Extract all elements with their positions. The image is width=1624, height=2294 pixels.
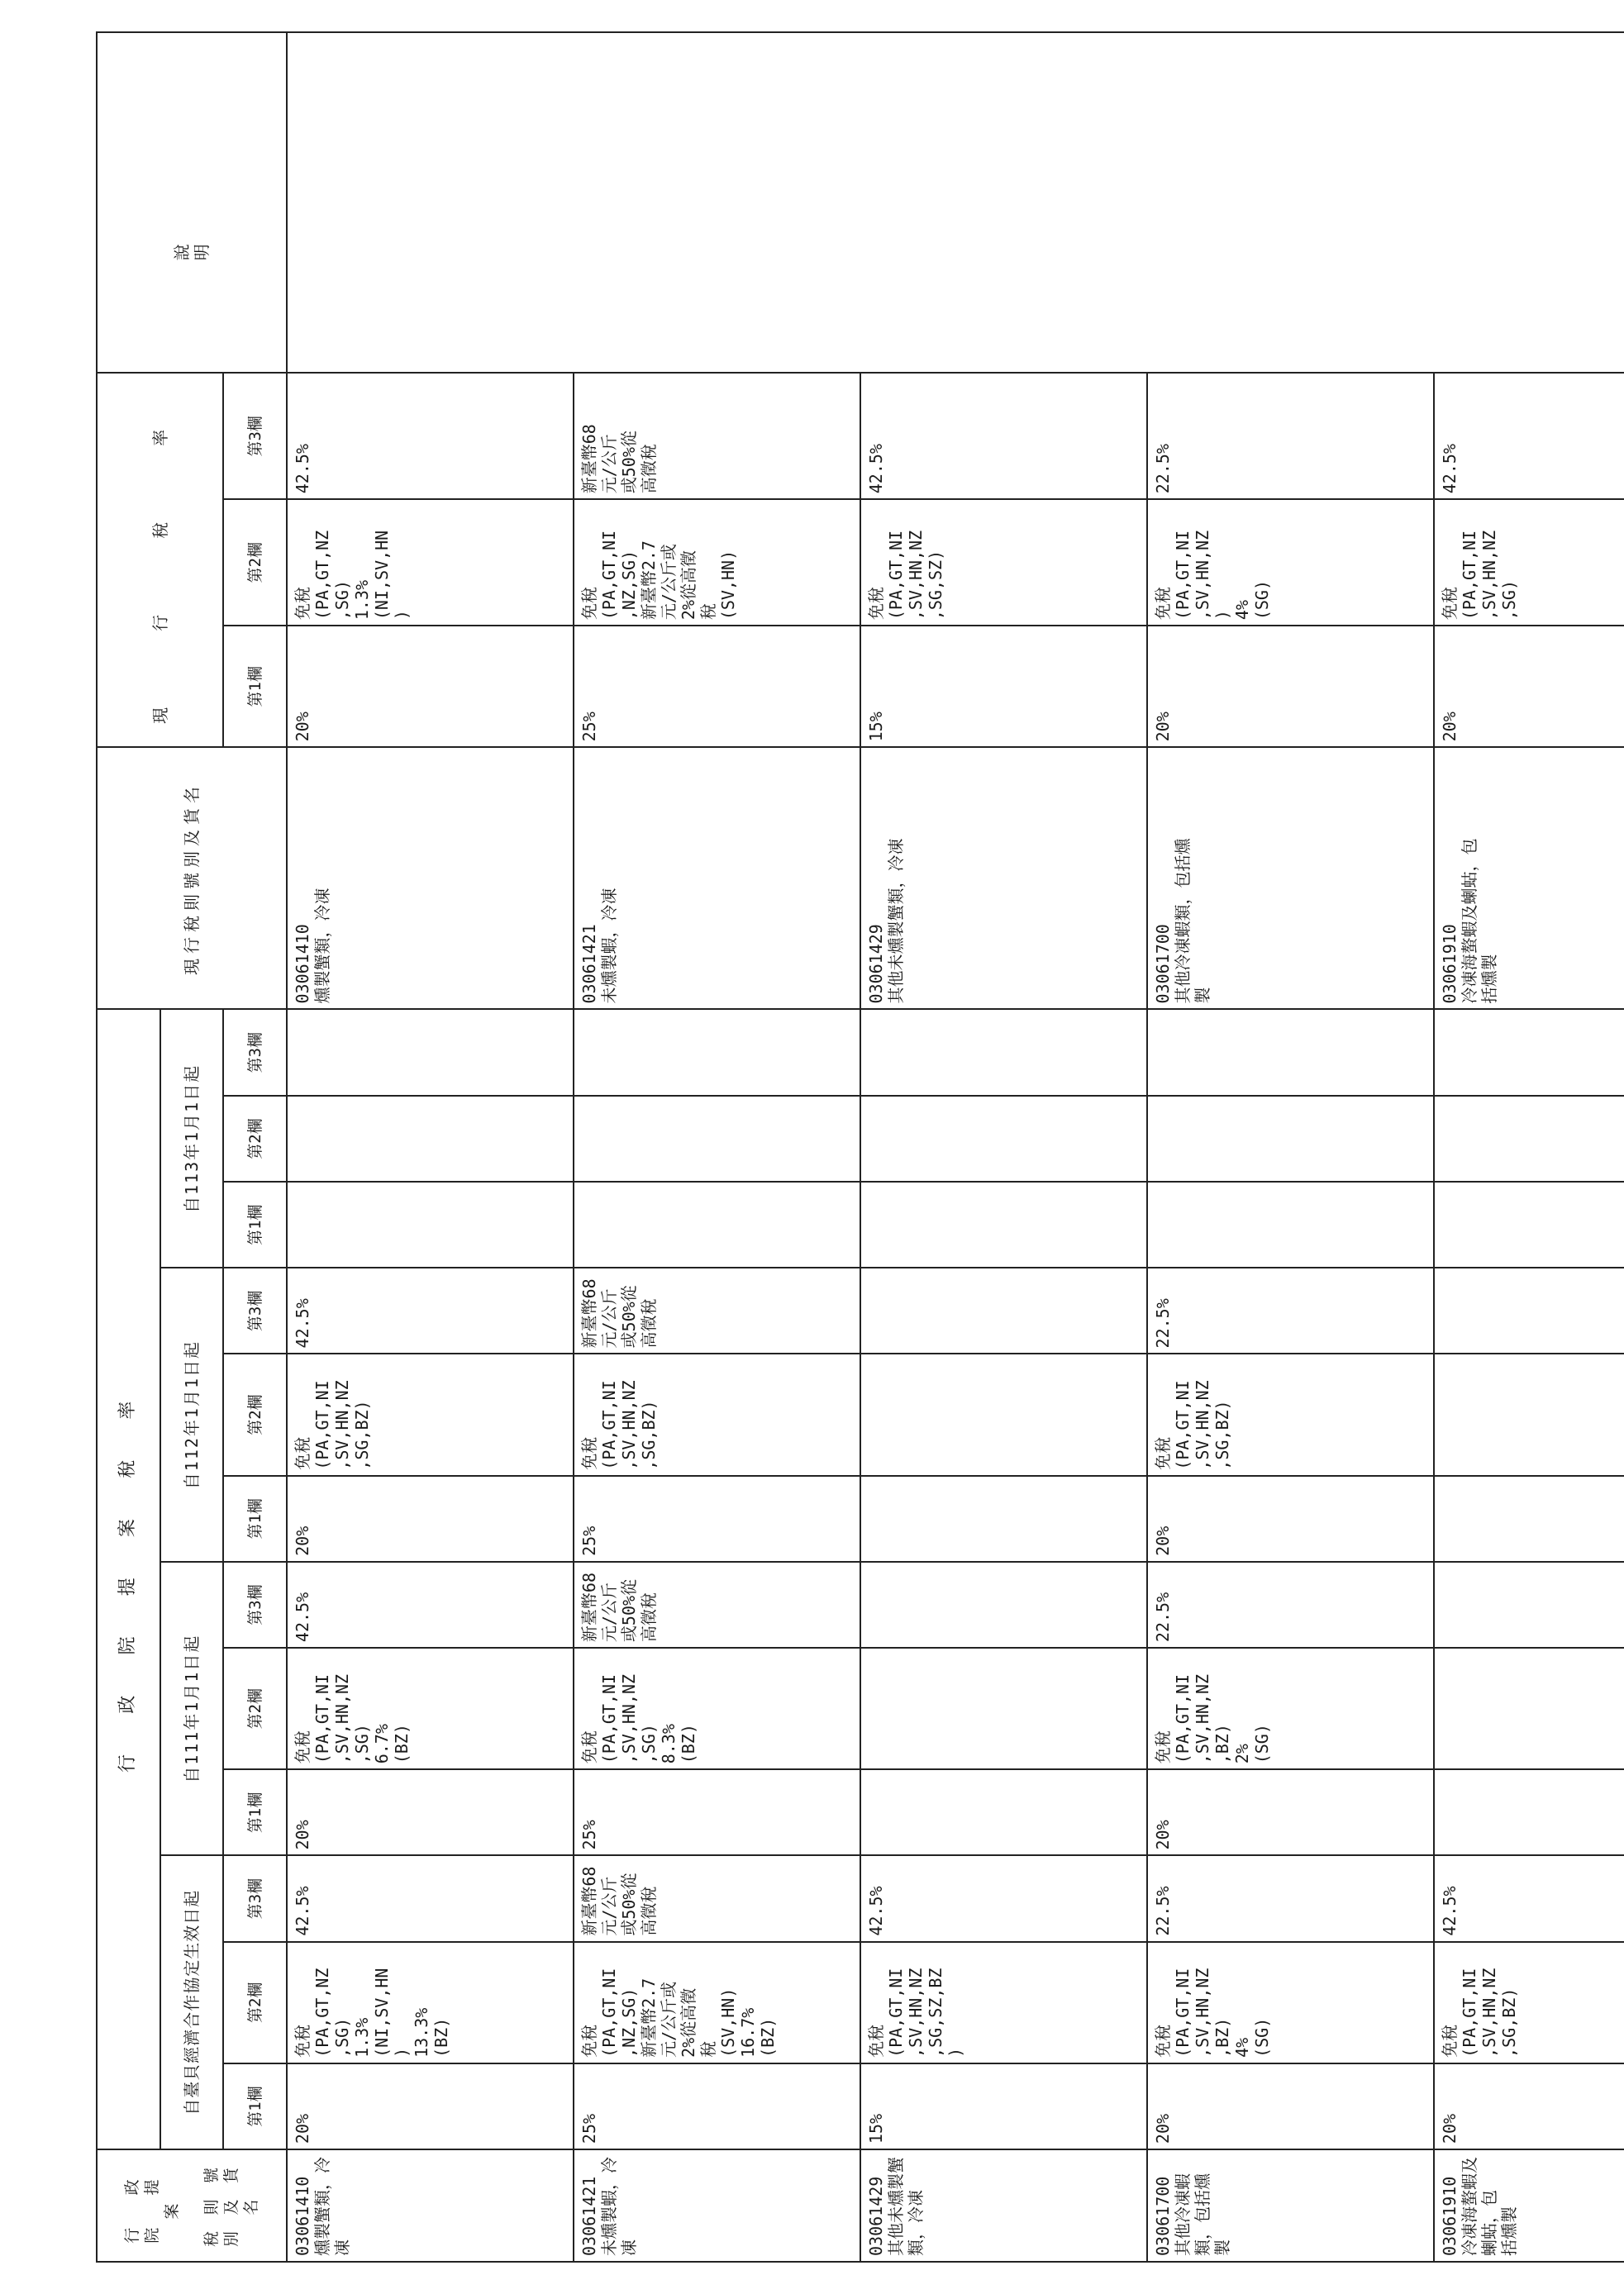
table-row	[287, 32, 574, 2262]
header-112-col3: 第3欄	[223, 1268, 287, 1354]
rate-y112-c3	[860, 1268, 1147, 1354]
rate-y111-c3: 新臺幣68 元/公斤 或50%從 高徵稅	[574, 1562, 860, 1648]
rate-fta-c1: 20%	[287, 2063, 574, 2149]
rate-y113-c1	[574, 1182, 860, 1268]
current-item-desc	[1434, 747, 1624, 1009]
rate-y111-c3: 42.5%	[287, 1562, 574, 1648]
rate-fta-c2: 免稅 (PA,GT,NZ ,SG) 1.3% (NI,SV,HN ) 13.3% (BZ)	[287, 1942, 574, 2063]
current-tariff-code: 03061910	[1440, 924, 1460, 1004]
rate-current-c3: 42.5%	[860, 373, 1147, 499]
rate-y111-c1: 20%	[1147, 1769, 1434, 1855]
rate-y112-c1	[860, 1476, 1147, 1562]
header-111-col3: 第3欄	[223, 1562, 287, 1648]
rate-fta-c1: 25%	[574, 2063, 860, 2149]
header-113-col3: 第3欄	[223, 1010, 287, 1096]
rate-fta-c2: 免稅 (PA,GT,NI ,SV,HN,NZ ,SG,BZ)	[1434, 1942, 1624, 2063]
rate-current-c1: 25%	[574, 626, 860, 747]
current-tariff-code: 03061410	[293, 924, 312, 1004]
proposal-item-name: 其他冷凍蝦類，包括燻 製	[1173, 2173, 1232, 2256]
rate-fta-c3: 42.5%	[1434, 1855, 1624, 1941]
rate-y111-c1	[1434, 1769, 1624, 1855]
header-current-col1: 第1欄	[223, 626, 287, 747]
rate-y111-c1: 25%	[574, 1769, 860, 1855]
rate-y111-c3	[860, 1562, 1147, 1648]
rate-current-c2: 免稅 (PA,GT,NZ ,SG) 1.3% (NI,SV,HN )	[287, 499, 574, 626]
tariff-table-sheet	[96, 31, 1617, 2263]
proposal-item-desc	[574, 2149, 860, 2262]
rate-y112-c3: 新臺幣68 元/公斤 或50%從 高徵稅	[574, 1268, 860, 1354]
current-item-name: 其他冷凍蝦類，包括燻 製	[1173, 838, 1212, 1004]
rate-y111-c1	[860, 1769, 1147, 1855]
rate-fta-c2: 免稅 (PA,GT,NI ,NZ,SG) 新臺幣2.7 元/公斤或 2%從高徵 稅 (SV,HN) 16.7% (BZ)	[574, 1942, 860, 2063]
header-current-rates: 現 行 稅 率	[97, 373, 223, 747]
rate-y113-c1	[1147, 1182, 1434, 1268]
rate-y111-c3: 22.5%	[1147, 1562, 1434, 1648]
proposal-item-desc	[287, 2149, 574, 2262]
rate-fta-c3: 42.5%	[287, 1855, 574, 1941]
rate-fta-c3: 新臺幣68 元/公斤 或50%從 高徵稅	[574, 1855, 860, 1941]
proposal-item-desc	[1147, 2149, 1434, 2262]
current-item-desc	[574, 747, 860, 1009]
rate-y113-c2	[1147, 1096, 1434, 1182]
rate-y112-c3: 22.5%	[1147, 1268, 1434, 1354]
rate-current-c2: 免稅 (PA,GT,NI ,SV,HN,NZ ) 4% (SG)	[1147, 499, 1434, 626]
rate-fta-c3: 22.5%	[1147, 1855, 1434, 1941]
header-period-113: 自113年1月1日起	[160, 1010, 224, 1268]
rate-y111-c1: 20%	[287, 1769, 574, 1855]
rate-current-c3: 42.5%	[287, 373, 574, 499]
rate-y112-c1: 20%	[287, 1476, 574, 1562]
rate-fta-c1: 15%	[860, 2063, 1147, 2149]
proposal-tariff-code: 03061429	[866, 2176, 886, 2256]
proposal-item-name: 冷凍海螯蝦及蝲蛄，包 括燻製	[1460, 2157, 1519, 2256]
header-113-col1: 第1欄	[223, 1182, 287, 1268]
rate-y113-c1	[860, 1182, 1147, 1268]
proposal-tariff-code: 03061910	[1440, 2176, 1460, 2256]
header-current-col2: 第2欄	[223, 499, 287, 626]
tariff-table	[96, 31, 1624, 2263]
rate-current-c1: 20%	[1147, 626, 1434, 747]
header-current-col3: 第3欄	[223, 373, 287, 499]
rate-y113-c1	[287, 1182, 574, 1268]
rate-y111-c2	[1434, 1648, 1624, 1769]
current-item-name: 燻製蟹類，冷凍	[312, 888, 332, 1004]
rate-y111-c2	[860, 1648, 1147, 1769]
rate-y111-c2: 免稅 (PA,GT,NI ,SV,HN,NZ ,SG) 8.3% (BZ)	[574, 1648, 860, 1769]
current-item-name: 未燻製蝦，冷凍	[599, 888, 619, 1004]
rate-y111-c2: 免稅 (PA,GT,NI ,SV,HN,NZ ,SG) 6.7% (BZ)	[287, 1648, 574, 1769]
proposal-item-desc	[860, 2149, 1147, 2262]
current-item-name: 冷凍海螯蝦及蝲蛄，包 括燻製	[1460, 838, 1499, 1004]
rate-current-c2: 免稅 (PA,GT,NI ,SV,HN,NZ ,SG)	[1434, 499, 1624, 626]
rate-y113-c2	[574, 1096, 860, 1182]
rate-y111-c3	[1434, 1562, 1624, 1648]
rate-current-c3: 22.5%	[1147, 373, 1434, 499]
rate-y111-c2: 免稅 (PA,GT,NI ,SV,HN,NZ ,BZ) 2% (SG)	[1147, 1648, 1434, 1769]
header-period-111: 自111年1月1日起	[160, 1562, 224, 1856]
rate-y112-c2: 免稅 (PA,GT,NI ,SV,HN,NZ ,SG,BZ)	[287, 1354, 574, 1475]
rate-y112-c2	[860, 1354, 1147, 1475]
header-remarks: 說 明	[97, 32, 287, 373]
header-proposal-desc	[97, 2149, 287, 2262]
rate-current-c1: 15%	[860, 626, 1147, 747]
header-current-desc: 現行稅則號別及貨名	[97, 747, 287, 1009]
rate-fta-c1: 20%	[1147, 2063, 1434, 2149]
header-fta-col2: 第2欄	[223, 1942, 287, 2063]
rate-current-c2: 免稅 (PA,GT,NI ,SV,HN,NZ ,SG,SZ)	[860, 499, 1147, 626]
current-tariff-code: 03061421	[579, 924, 599, 1004]
proposal-item-name: 未燻製蝦，冷凍	[599, 2157, 639, 2256]
rate-current-c2: 免稅 (PA,GT,NI ,NZ,SG) 新臺幣2.7 元/公斤或 2%從高徵 稅 (SV,HN)	[574, 499, 860, 626]
rate-y113-c2	[287, 1096, 574, 1182]
current-item-name: 其他未燻製蟹類，冷凍	[886, 838, 906, 1004]
header-fta-col3: 第3欄	[223, 1855, 287, 1941]
header-proposal-desc-line1: 行 政 院 提 案	[123, 2168, 181, 2244]
rate-current-c1: 20%	[1434, 626, 1624, 747]
rate-y112-c3: 42.5%	[287, 1268, 574, 1354]
rate-y112-c1	[1434, 1476, 1624, 1562]
header-period-112: 自112年1月1日起	[160, 1268, 224, 1562]
rate-y113-c3	[860, 1010, 1147, 1096]
rate-y112-c2	[1434, 1354, 1624, 1475]
rate-y113-c2	[860, 1096, 1147, 1182]
rate-y113-c1	[1434, 1182, 1624, 1268]
current-tariff-code: 03061429	[866, 924, 886, 1004]
proposal-tariff-code: 03061700	[1153, 2176, 1173, 2256]
proposal-tariff-code: 03061421	[579, 2176, 599, 2256]
header-111-col2: 第2欄	[223, 1648, 287, 1769]
proposal-tariff-code: 03061410	[293, 2176, 312, 2256]
rate-y112-c2: 免稅 (PA,GT,NI ,SV,HN,NZ ,SG,BZ)	[1147, 1354, 1434, 1475]
proposal-item-name: 燻製蟹類，冷凍	[312, 2157, 352, 2256]
current-item-desc	[1147, 747, 1434, 1009]
header-proposal-desc-line2: 稅 則 號 別 及 貨 名	[202, 2164, 260, 2247]
rate-y112-c1: 25%	[574, 1476, 860, 1562]
rate-current-c3: 新臺幣68 元/公斤 或50%從 高徵稅	[574, 373, 860, 499]
header-113-col2: 第2欄	[223, 1096, 287, 1182]
rate-y113-c2	[1434, 1096, 1624, 1182]
rate-y112-c2: 免稅 (PA,GT,NI ,SV,HN,NZ ,SG,BZ)	[574, 1354, 860, 1475]
rate-current-c1: 20%	[287, 626, 574, 747]
header-period-fta: 自臺貝經濟合作協定生效日起	[160, 1855, 224, 2149]
current-item-desc	[860, 747, 1147, 1009]
rate-fta-c2: 免稅 (PA,GT,NI ,SV,HN,NZ ,SG,SZ,BZ )	[860, 1942, 1147, 2063]
current-tariff-code: 03061700	[1153, 924, 1173, 1004]
rate-y112-c1: 20%	[1147, 1476, 1434, 1562]
proposal-item-desc	[1434, 2149, 1624, 2262]
header-112-col1: 第1欄	[223, 1476, 287, 1562]
rate-y113-c3	[287, 1010, 574, 1096]
rate-y112-c3	[1434, 1268, 1624, 1354]
rate-y113-c3	[1147, 1010, 1434, 1096]
rate-current-c3: 42.5%	[1434, 373, 1624, 499]
rate-fta-c1: 20%	[1434, 2063, 1624, 2149]
header-proposal-rates: 行 政 院 提 案 稅 率	[97, 1010, 160, 2150]
header-111-col1: 第1欄	[223, 1769, 287, 1855]
header-fta-col1: 第1欄	[223, 2063, 287, 2149]
rate-fta-c3: 42.5%	[860, 1855, 1147, 1941]
proposal-item-name: 其他未燻製蟹類，冷凍	[886, 2157, 926, 2256]
rate-y113-c3	[574, 1010, 860, 1096]
rate-y113-c3	[1434, 1010, 1624, 1096]
remarks-cell	[287, 32, 1624, 373]
current-item-desc	[287, 747, 574, 1009]
header-112-col2: 第2欄	[223, 1354, 287, 1475]
rate-fta-c2: 免稅 (PA,GT,NI ,SV,HN,NZ ,BZ) 4% (SG)	[1147, 1942, 1434, 2063]
